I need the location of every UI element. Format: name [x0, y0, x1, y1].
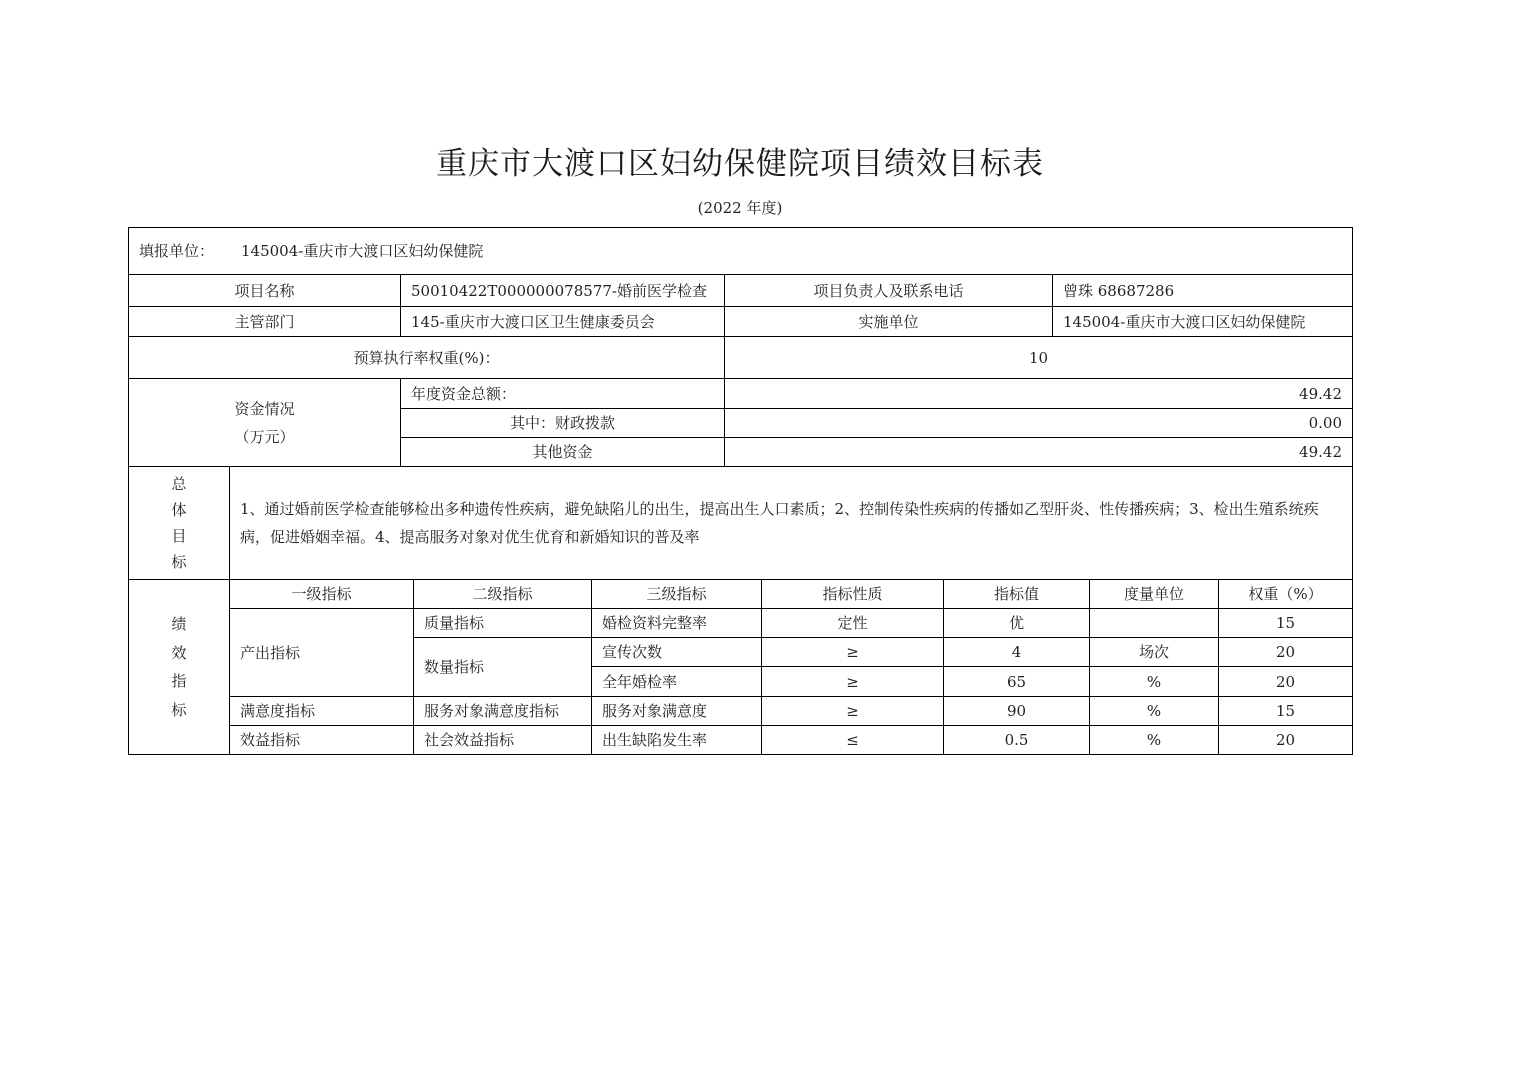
- funds-label: [129, 379, 400, 466]
- dept-value: 145-重庆市大渡口区卫生健康委员会: [411, 312, 655, 331]
- table-row-value: 90: [1006, 702, 1027, 720]
- goal-label-char: 目: [171, 527, 187, 545]
- table-row-level3: 宣传次数: [602, 643, 663, 661]
- table-row-unit: 场次: [1138, 643, 1169, 661]
- project-contact-label: 项目负责人及联系电话: [813, 281, 964, 300]
- funds-other-label: 其他资金: [532, 443, 593, 461]
- column-header-nature: 指标性质: [822, 585, 883, 603]
- fill-unit-label: 填报单位：: [139, 242, 215, 260]
- funds-label-line1: 资金情况: [234, 399, 295, 418]
- indicators-label-char: 绩: [171, 615, 187, 634]
- level2-service-satisfaction: 服务对象满意度指标: [424, 702, 560, 720]
- level2-social-benefit: 社会效益指标: [424, 731, 515, 749]
- funds-total-value: 49.42: [1299, 384, 1342, 403]
- table-row-weight: 15: [1275, 702, 1296, 720]
- fill-unit-row: [129, 228, 1352, 274]
- table-row-level3: 出生缺陷发生率: [602, 731, 708, 749]
- table-row-level3: 婚检资料完整率: [602, 614, 708, 632]
- table-row-level3: 全年婚检率: [602, 672, 678, 691]
- table-row-weight: 15: [1275, 614, 1296, 632]
- dept-label: 主管部门: [234, 312, 295, 331]
- table-row-nature: ≥: [846, 643, 859, 661]
- fill-unit-value: 145004-重庆市大渡口区妇幼保健院: [241, 242, 484, 260]
- overall-goal-text: [230, 467, 1352, 579]
- table-row-unit: %: [1146, 672, 1162, 691]
- page-title: 重庆市大渡口区妇幼保健院项目绩效目标表: [436, 146, 1044, 182]
- indicators-label-char: 指: [171, 672, 187, 691]
- funds-total-label: 年度资金总额：: [411, 384, 517, 403]
- table-row-weight: 20: [1275, 672, 1296, 691]
- budget-rate-label: 预算执行率权重(%)：: [353, 348, 500, 367]
- level1-satisfaction: 满意度指标: [240, 702, 316, 720]
- overall-goal-content: 1、通过婚前医学检查能够检出多种遗传性疾病，避免缺陷儿的出生，提高出生人口素质；2、控制传染性疾病的传播如乙型肝炎、性传播疾病；3、检出生殖系统疾病，促进婚姻幸福。4、提高服务对象对优生优育和新婚知识的普及率: [240, 500, 1319, 546]
- table-row-unit: [1090, 609, 1218, 637]
- table-row-value: 0.5: [1004, 731, 1029, 749]
- table-row-nature: ≥: [846, 702, 859, 720]
- table-row-weight: 20: [1275, 643, 1296, 661]
- funds-label-line2: （万元）: [234, 427, 295, 446]
- table-row-weight: 20: [1275, 731, 1296, 749]
- project-contact-value: 曾珠 68687286: [1063, 281, 1175, 300]
- level2-quality: 质量指标: [424, 614, 485, 632]
- goal-label-char: 总: [171, 475, 187, 493]
- project-name-value: 50010422T000000078577-婚前医学检查: [411, 281, 707, 300]
- funds-fiscal-label: 其中：财政拨款: [509, 414, 615, 432]
- goal-label-char: 体: [171, 501, 187, 519]
- table-row-nature: ≤: [846, 731, 859, 749]
- goal-label-char: 标: [171, 553, 187, 571]
- column-header-level2: 二级指标: [472, 585, 533, 603]
- table-row-unit: %: [1146, 702, 1162, 720]
- table-row-level3: 服务对象满意度: [602, 702, 708, 720]
- indicators-label: [129, 580, 229, 754]
- table-row-value: 65: [1006, 672, 1027, 691]
- indicators-label-char: 标: [171, 700, 187, 719]
- impl-unit-label: 实施单位: [858, 312, 919, 331]
- column-header-level3: 三级指标: [646, 585, 707, 603]
- column-header-level1: 一级指标: [291, 585, 352, 603]
- table-border-right: [1352, 227, 1353, 755]
- table-row-nature: 定性: [837, 614, 868, 632]
- funds-fiscal-value: 0.00: [1308, 414, 1342, 432]
- funds-other-value: 49.42: [1299, 443, 1342, 461]
- table-row-value: 优: [1008, 614, 1024, 632]
- level1-output: 产出指标: [240, 643, 301, 662]
- column-header-unit: 度量单位: [1123, 585, 1184, 603]
- impl-unit-value: 145004-重庆市大渡口区妇幼保健院: [1063, 312, 1306, 331]
- table-border-bottom: [128, 754, 1353, 755]
- project-name-label: 项目名称: [234, 281, 295, 300]
- indicators-label-char: 效: [171, 643, 187, 662]
- year-subtitle: (2022 年度): [697, 199, 783, 217]
- budget-rate-value: 10: [1028, 348, 1049, 367]
- overall-goal-label: [129, 467, 229, 579]
- column-header-value: 指标值: [993, 585, 1039, 603]
- column-header-weight: 权重（%）: [1248, 585, 1323, 603]
- table-row-nature: ≥: [846, 672, 859, 691]
- table-row-value: 4: [1011, 643, 1022, 661]
- table-row-unit: %: [1146, 731, 1162, 749]
- level1-benefit: 效益指标: [240, 731, 301, 749]
- level2-quantity: 数量指标: [424, 658, 485, 676]
